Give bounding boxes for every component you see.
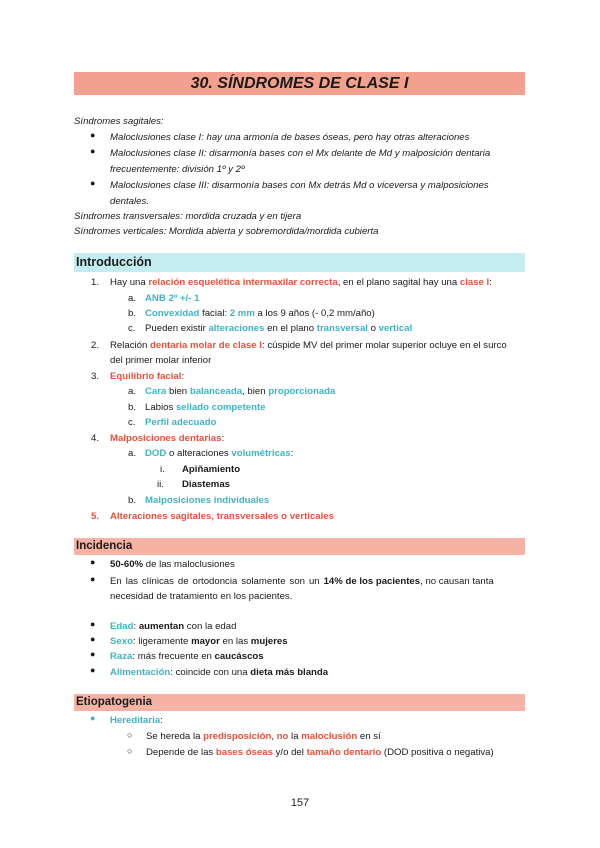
sagital-heading: Síndromes sagitales: [74, 116, 164, 127]
intro-item-4a-i: Apiñamiento [182, 464, 241, 475]
list-roman: ii. [157, 479, 164, 490]
intro-item-3c: Perfil adecuado [145, 417, 217, 428]
section-heading-etiopatogenia: Etiopatogenia [74, 694, 525, 711]
list-letter: a. [128, 448, 137, 459]
section-heading-introduccion: Introducción [74, 253, 525, 272]
intro-item-1: Hay una relación esquelética intermaxilar correcta, en el plano sagital hay una clase I: [110, 277, 492, 288]
bullet-icon: ● [90, 130, 96, 140]
bullet-icon: ● [90, 619, 96, 629]
intro-item-3a: Cara bien balanceada, bien proporcionada [145, 386, 336, 397]
incidencia-line-1: 50-60% de las maloclusiones [110, 559, 235, 570]
list-roman: i. [160, 464, 165, 475]
bullet-icon: ● [90, 649, 96, 659]
etio-sub-1: Se hereda la predisposición, no la maloclusión en sí [146, 731, 381, 742]
title-banner [74, 72, 525, 95]
intro-item-1b: Convexidad facial: 2 mm a los 9 años (- 0,2 mm/año) [145, 308, 375, 319]
intro-item-2: Relación dentaria molar de clase I: cúspide MV del primer molar superior ocluye en el surco [110, 340, 507, 351]
bullet-icon: ● [90, 713, 96, 723]
incidencia-line-2: En las clínicas de ortodoncia solamente son un 14% de los pacientes, no causan tanta [110, 576, 494, 587]
intro-item-1c: Pueden existir alteraciones en el plano transversal o vertical [145, 323, 413, 334]
incidencia-sexo: Sexo: ligeramente mayor en las mujeres [110, 636, 288, 647]
page-number: 157 [290, 797, 310, 809]
incidencia-line-2-cont: necesidad de tratamiento en los pacientes. [110, 591, 293, 602]
intro-item-2-cont: del primer molar inferior [110, 355, 212, 366]
list-number: 2. [91, 340, 100, 351]
vertical-line: Síndromes verticales: Mordida abierta y sobremordida/mordida cubierta [74, 226, 379, 237]
list-number: 4. [91, 433, 100, 444]
etio-hereditaria: Hereditaria: [110, 715, 163, 726]
etio-sub-2: Depende de las bases óseas y/o del tamaño dentario (DOD positiva o negativa) [146, 747, 494, 758]
transversal-line: Síndromes transversales: mordida cruzada y en tijera [74, 211, 302, 222]
incidencia-alimentacion: Alimentación: coincide con una dieta más blanda [110, 667, 329, 678]
circle-bullet-icon: ○ [127, 730, 133, 740]
list-number: 5. [91, 511, 100, 522]
circle-bullet-icon: ○ [127, 746, 133, 756]
bullet-icon: ● [90, 665, 96, 675]
list-number: 1. [91, 277, 100, 288]
intro-item-1a: ANB 2º +/- 1 [145, 293, 200, 304]
sagital-item-3: Maloclusiones clase III: disarmonía bases con Mx detrás Md o viceversa y malposiciones [110, 180, 489, 191]
section-heading-incidencia: Incidencia [74, 538, 525, 555]
list-letter: b. [128, 495, 137, 506]
sagital-item-2-cont: frecuentemente: división 1º y 2º [110, 164, 245, 175]
intro-item-3: Equilibrio facial: [110, 371, 185, 382]
intro-item-4a: DOD o alteraciones volumétricas: [145, 448, 294, 459]
list-number: 3. [91, 371, 100, 382]
intro-item-4: Malposiciones dentarias: [110, 433, 225, 444]
list-letter: a. [128, 386, 137, 397]
bullet-icon: ● [90, 557, 96, 567]
incidencia-raza: Raza: más frecuente en caucáscos [110, 651, 264, 662]
list-letter: b. [128, 308, 137, 319]
sagital-item-2: Maloclusiones clase II: disarmonía bases con el Mx delante de Md y malposición dentaria [110, 148, 491, 159]
bullet-icon: ● [90, 178, 96, 188]
incidencia-edad: Edad: aumentan con la edad [110, 621, 237, 632]
intro-item-4a-ii: Diastemas [182, 479, 230, 490]
bullet-icon: ● [90, 634, 96, 644]
bullet-icon: ● [90, 574, 96, 584]
intro-item-4b: Malposiciones individuales [145, 495, 270, 506]
list-letter: a. [128, 293, 137, 304]
intro-item-5: Alteraciones sagitales, transversales o verticales [110, 511, 334, 522]
sagital-item-1: Maloclusiones clase I: hay una armonía de bases óseas, pero hay otras alteraciones [110, 132, 470, 143]
sagital-item-3-cont: dentales. [110, 196, 149, 207]
page-title: 30. SÍNDROMES DE CLASE I [190, 75, 409, 92]
list-letter: b. [128, 402, 137, 413]
list-letter: c. [128, 417, 136, 428]
list-letter: c. [128, 323, 136, 334]
bullet-icon: ● [90, 146, 96, 156]
intro-item-3b: Labios sellado competente [145, 402, 266, 413]
